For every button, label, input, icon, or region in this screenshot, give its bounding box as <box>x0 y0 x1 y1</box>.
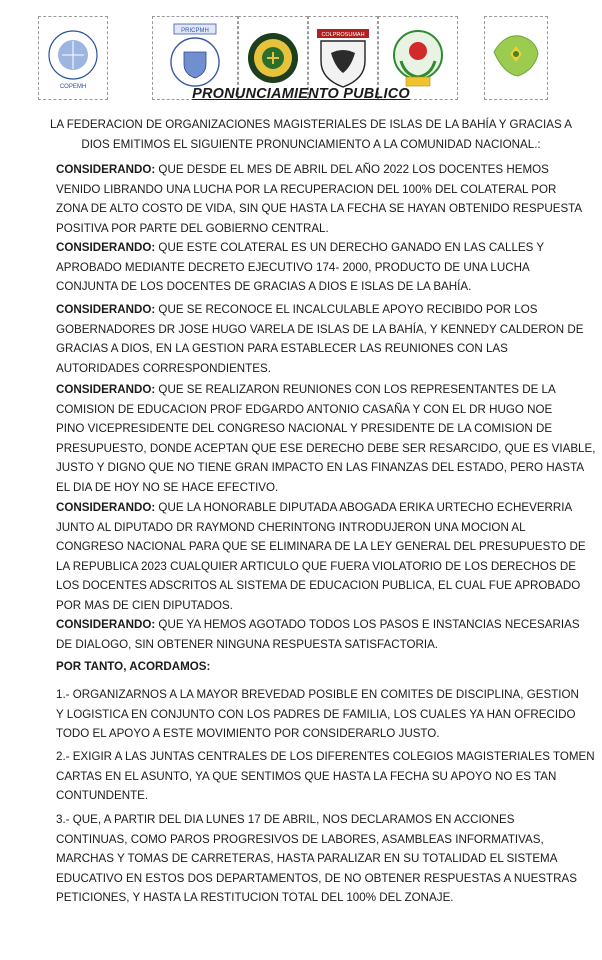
logo-text: COPEMH <box>59 84 87 90</box>
paragraph-line: POR MAS DE CIEN DIPUTADOS. <box>56 598 233 612</box>
considerando-2 <box>56 238 568 297</box>
seal-globe-icon <box>44 25 102 91</box>
paragraph-line: QUE SE REALIZARON REUNIONES CON LOS REPRESENTANTES DE LA <box>155 383 556 396</box>
paragraph-line: PINO VICEPRESIDENTE DEL CONGRESO NACIONAL Y PRESIDENTE DE LA COMISION DE <box>56 422 553 435</box>
considerando-label: CONSIDERANDO: <box>56 501 156 514</box>
considerando-label: CONSIDERANDO: <box>56 241 156 254</box>
paragraph-line: QUE YA HEMOS AGOTADO TODOS LOS PASOS E INSTANCIAS NECESARIAS <box>155 618 580 631</box>
paragraph-line: GRACIAS A DIOS, EN LA GESTION PARA ESTABLECER LAS REUNIONES CON LAS <box>56 342 508 355</box>
considerando-label: CONSIDERANDO: <box>56 383 156 396</box>
paragraph-line: DE DIALOGO, SIN OBTENER NINGUNA RESPUESTA SATISFACTORIA. <box>56 637 439 651</box>
paragraph-line: CARTAS EN EL ASUNTO, YA QUE SENTIMOS QUE HASTA LA FECHA SU APOYO NO ES TAN <box>56 769 557 783</box>
acuerdo-2 <box>56 747 595 806</box>
paragraph-line: QUE ESTE COLATERAL ES UN DERECHO GANADO EN LAS CALLES Y <box>155 241 545 254</box>
logo-text: PRICPMH <box>181 28 209 34</box>
paragraph-line: 2.- EXIGIR A LAS JUNTAS CENTRALES DE LOS DIFERENTES COLEGIOS MAGISTERIALES TOMEN <box>56 750 595 763</box>
paragraph-line: JUSTO Y DIGNO QUE NO TIENE GRAN IMPACTO EN LAS FINANZAS DEL ESTADO, PERO HASTA <box>56 461 585 474</box>
paragraph-line: LOS DOCENTES ADSCRITOS AL SISTEMA DE EDUCACION PUBLICA, EL CUAL FUE APROBADO <box>56 579 581 592</box>
paragraph-line: Y LOGISTICA EN CONJUNTO CON LOS PADRES DE FAMILIA, LOS CUALES YA HAN OFRECIDO <box>56 707 576 721</box>
seal-shield-dark-icon <box>313 27 373 89</box>
considerando-5 <box>56 498 586 615</box>
paragraph-line: CONJUNTA DE LOS DOCENTES DE GRACIAS A DIOS E ISLAS DE LA BAHÍA. <box>56 280 472 293</box>
paragraph-line: APROBADO MEDIANTE DECRETO EJECUTIVO 174- 2000, PRODUCTO DE UNA LUCHA <box>56 260 530 274</box>
paragraph-line: CONTINUAS, COMO PAROS PROGRESIVOS DE LABORES, ASAMBLEAS INFORMATIVAS, <box>56 832 544 846</box>
paragraph-line: EDUCATIVO EN ESTOS DOS DEPARTAMENTOS, DE NO OBTENER RESPUESTAS A NUESTRAS <box>56 871 577 885</box>
seal-map-icon <box>490 30 542 86</box>
paragraph-line: EL DIA DE HOY NO SE HACE EFECTIVO. <box>56 480 279 494</box>
considerando-label: CONSIDERANDO: <box>56 163 156 176</box>
paragraph-line: QUE SE RECONOCE EL INCALCULABLE APOYO RECIBIDO POR LOS <box>155 303 538 316</box>
paragraph-line: 3.- QUE, A PARTIR DEL DIA LUNES 17 DE ABRIL, NOS DECLARAMOS EN ACCIONES <box>56 813 515 826</box>
intro-line: DIOS EMITIMOS EL SIGUIENTE PRONUNCIAMIENTO A LA COMUNIDAD NACIONAL.: <box>81 137 541 151</box>
considerando-label: CONSIDERANDO: <box>56 303 156 316</box>
considerando-1 <box>56 160 583 238</box>
considerando-4 <box>56 380 596 497</box>
por-tanto-label: POR TANTO, ACORDAMOS: <box>56 660 211 673</box>
paragraph-line: POSITIVA POR PARTE DEL GOBIERNO CENTRAL. <box>56 221 329 235</box>
considerando-6 <box>56 615 580 654</box>
paragraph-line: MARCHAS Y TOMAS DE CARRETERAS, HASTA PARALIZAR EN SU TOTALIDAD EL SISTEMA <box>56 852 558 865</box>
paragraph-line: GOBERNADORES DR JOSE HUGO VARELA DE ISLAS DE LA BAHÍA, Y KENNEDY CALDERON DE <box>56 322 584 336</box>
paragraph-line: AUTORIDADES CORRESPONDIENTES. <box>56 361 271 375</box>
por-tanto-heading <box>56 657 568 677</box>
paragraph-line: ZONA DE ALTO COSTO DE VIDA, SIN QUE HASTA LA FECHA SE HAYAN OBTENIDO RESPUESTA <box>56 202 583 215</box>
acuerdo-3 <box>56 810 577 908</box>
paragraph-line: CONTUNDENTE. <box>56 789 149 802</box>
seal-wreath-icon <box>389 27 447 89</box>
paragraph-line: LA REPUBLICA 2023 CUALQUIER ARTICULO QUE FUERA VIOLATORIO DE LOS DERECHOS DE <box>56 559 576 573</box>
paragraph-line: 1.- ORGANIZARNOS A LA MAYOR BREVEDAD POSIBLE EN COMITES DE DISCIPLINA, GESTION <box>56 688 579 701</box>
seal-round-icon <box>245 30 301 86</box>
paragraph-line: CONGRESO NACIONAL PARA QUE SE ELIMINARA DE LA LEY GENERAL DEL PRESUPUESTO DE <box>56 540 586 553</box>
logo-text: COLPROSUMAH <box>321 32 365 38</box>
paragraph-line: COMISION DE EDUCACION PROF EDGARDO ANTONIO CASAÑA Y CON EL DR HUGO NOE <box>56 402 553 416</box>
paragraph-line: TODO EL APOYO A ESTE MOVIMIENTO POR CONSIDERARLO JUSTO. <box>56 727 440 740</box>
document-title: PRONUNCIAMIENTO PUBLICO <box>192 86 410 102</box>
intro-paragraph <box>46 115 576 154</box>
considerando-label: CONSIDERANDO: <box>56 618 156 631</box>
paragraph-line: PETICIONES, Y HASTA LA RESTITUCION TOTAL DEL 100% DEL ZONAJE. <box>56 891 454 904</box>
acuerdo-1 <box>56 685 579 744</box>
paragraph-line: VENIDO LIBRANDO UNA LUCHA POR LA RECUPERACION DEL 100% DEL COLATERAL POR <box>56 182 557 196</box>
considerando-3 <box>56 300 584 378</box>
intro-line: LA FEDERACION DE ORGANIZACIONES MAGISTERIALES DE ISLAS DE LA BAHÍA Y GRACIAS A <box>49 118 573 131</box>
paragraph-line: PRESUPUESTO, DONDE ACEPTAN QUE ESE DERECHO DEBE SER RESARCIDO, QUE ES VIABLE, <box>56 441 596 455</box>
paragraph-line: QUE DESDE EL MES DE ABRIL DEL AÑO 2022 LOS DOCENTES HEMOS <box>155 163 549 176</box>
seal-shield-icon <box>164 22 226 94</box>
paragraph-line: JUNTO AL DIPUTADO DR RAYMOND CHERINTONG INTRODUJERON UNA MOCION AL <box>56 520 526 534</box>
paragraph-line: QUE LA HONORABLE DIPUTADA ABOGADA ERIKA URTECHO ECHEVERRIA <box>155 501 573 514</box>
